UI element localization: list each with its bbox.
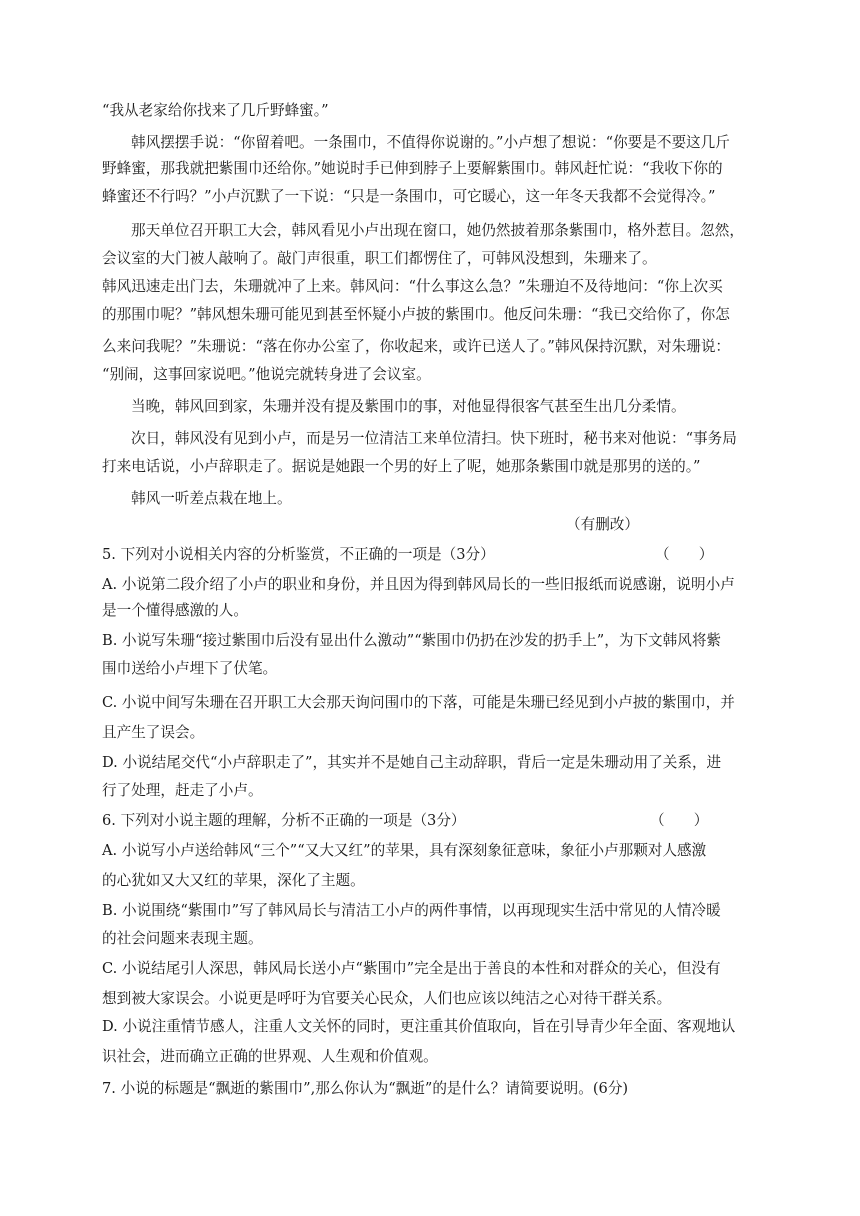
answer-paren: （ ）	[650, 812, 709, 829]
question-stem: 5. 下列对小说相关内容的分析鉴赏，不正确的一项是（3分）	[102, 546, 495, 563]
option-line: 是一个懂得感激的人。	[102, 602, 248, 619]
answer-paren: （ ）	[655, 546, 714, 563]
passage-line: “我从老家给你找来了几斤野蜂蜜。”	[102, 102, 329, 119]
passage-line: 当晚，韩风回到家，朱珊并没有提及紫围巾的事，对他显得很客气甚至生出几分柔情。	[131, 398, 686, 415]
option-line: A. 小说第二段介绍了小卢的职业和身份，并且因为得到韩风局长的一些旧报纸而说感谢，说明小卢	[102, 576, 735, 593]
option-line: 围巾送给小卢埋下了伏笔。	[102, 660, 278, 677]
passage-line: 打来电话说，小卢辞职走了。据说是她跟一个男的好上了呢，她那条紫围巾就是那男的送的。”	[102, 458, 701, 475]
option-line: 识社会，进而确立正确的世界观、人生观和价值观。	[102, 1048, 438, 1065]
option-line: D. 小说结尾交代“小卢辞职走了”，其实并不是她自己主动辞职，背后一定是朱珊动用了关系，进	[102, 754, 722, 771]
source-note: （有删改）	[566, 516, 639, 533]
option-line: 的心犹如又大又红的苹果，深化了主题。	[102, 872, 365, 889]
passage-line: 那天单位召开职工大会，韩风看见小卢出现在窗口，她仍然披着那条紫围巾，格外惹目。忽然，	[131, 222, 744, 239]
option-line: A. 小说写小卢送给韩风“三个”“又大又红”的苹果，具有深刻象征意味，象征小卢那颗对人感激	[102, 842, 707, 859]
passage-line: 野蜂蜜，那我就把紫围巾还给你。”她说时手已伸到脖子上要解紫围巾。韩风赶忙说：“我收下你的	[102, 160, 723, 177]
question-stem: 7. 小说的标题是“飘逝的紫围巾”,那么你认为“飘逝”的是什么？请简要说明。(6分)	[102, 1080, 629, 1097]
passage-line: 的那围巾呢？”韩风想朱珊可能见到甚至怀疑小卢披的紫围巾。他反问朱珊：“我已交给你了，你怎	[102, 306, 730, 323]
option-line: D. 小说注重情节感人，注重人文关怀的同时，更注重其价值取向，旨在引导青少年全面、客观地认	[102, 1018, 736, 1035]
option-line: C. 小说结尾引人深思，韩风局长送小卢“紫围巾”完全是出于善良的本性和对群众的关心，但没有	[102, 960, 721, 977]
passage-line: 韩风迅速走出门去，朱珊就冲了上来。韩风问：“什么事这么急？”朱珊迫不及待地问：“你上次买	[102, 278, 723, 295]
passage-line: 次日，韩风没有见到小卢，而是另一位清洁工来单位清扫。快下班时，秘书来对他说：“事务局	[131, 430, 737, 447]
passage-line: 蜂蜜还不行吗？”小卢沉默了一下说：“只是一条围巾，可它暖心，这一年冬天我都不会觉得冷。”	[102, 188, 716, 205]
passage-line: 么来问我呢？”朱珊说：“落在你办公室了，你收起来，或许已送人了。”韩风保持沉默，对朱珊说：	[102, 338, 731, 355]
passage-line: 韩风一听差点栽在地上。	[131, 490, 292, 507]
option-line: 的社会问题来表现主题。	[102, 930, 263, 947]
passage-line: 会议室的大门被人敲响了。敲门声很重，职工们都愣住了，可韩风没想到，朱珊来了。	[102, 250, 657, 267]
option-line: B. 小说围绕“紫围巾”写了韩风局长与清洁工小卢的两件事情，以再现现实生活中常见的人情冷暖	[102, 902, 721, 919]
option-line: B. 小说写朱珊“接过紫围巾后没有显出什么激动”“紫围巾仍扔在沙发的扔手上”，为下文韩风将紫	[102, 632, 722, 649]
question-stem: 6. 下列对小说主题的理解，分析不正确的一项是（3分）	[102, 812, 466, 829]
passage-line: 韩风摆摆手说：“你留着吧。一条围巾，不值得你说谢的。”小卢想了想说：“你要是不要这几斤	[131, 134, 730, 151]
option-line: 行了处理，赶走了小卢。	[102, 782, 263, 799]
passage-line: “别闹，这事回家说吧。”他说完就转身进了会议室。	[102, 366, 431, 383]
option-line: C. 小说中间写朱珊在召开职工大会那天询问围巾的下落，可能是朱珊已经见到小卢披的紫围巾，并	[102, 694, 735, 711]
option-line: 且产生了误会。	[102, 724, 205, 741]
option-line: 想到被大家误会。小说更是呼吁为官要关心民众，人们也应该以纯洁之心对待干群关系。	[102, 990, 672, 1007]
